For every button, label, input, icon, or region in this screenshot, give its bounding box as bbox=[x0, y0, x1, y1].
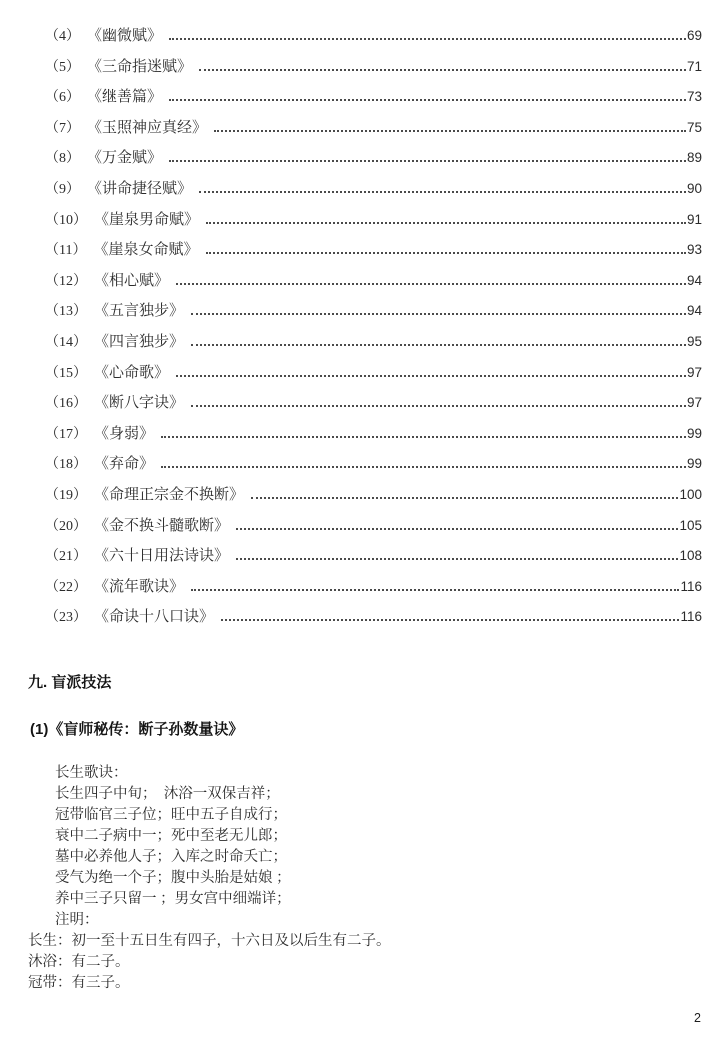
toc-entry-number: （17） bbox=[45, 426, 87, 442]
toc-entry-number: （11） bbox=[45, 243, 87, 259]
toc-entry-page: 71 bbox=[686, 58, 702, 74]
toc-entry-page: 116 bbox=[680, 578, 702, 594]
toc-entry-title: 《继善篇》 bbox=[87, 89, 163, 106]
toc-entry-page: 105 bbox=[679, 517, 702, 533]
verse-line: 长生歌诀： bbox=[55, 765, 128, 781]
toc-entry bbox=[45, 269, 702, 300]
dot-leader bbox=[206, 219, 686, 224]
note-line: 冠带：有三子。 bbox=[28, 975, 130, 991]
toc-entry-title: 《身弱》 bbox=[94, 425, 155, 442]
toc-entry-number: （23） bbox=[45, 610, 87, 626]
verse-line: 受气为绝一个子；腹中头胎是姑娘 ； bbox=[55, 870, 291, 886]
toc-entry bbox=[45, 575, 702, 606]
toc-entry-number: （10） bbox=[45, 212, 87, 228]
toc-entry-page: 108 bbox=[679, 548, 702, 564]
verse-line: 墓中必养他人子；入库之时命夭亡； bbox=[55, 849, 287, 865]
toc-entry-page: 116 bbox=[680, 609, 702, 625]
toc-entry-page: 90 bbox=[686, 180, 702, 196]
toc-entry bbox=[45, 238, 702, 269]
dot-leader bbox=[161, 433, 686, 438]
toc-entry-page: 100 bbox=[679, 486, 702, 502]
dot-leader bbox=[169, 157, 686, 162]
toc-entry-number: （16） bbox=[45, 396, 87, 412]
toc-entry-number: （21） bbox=[45, 549, 87, 565]
toc-entry bbox=[45, 208, 702, 239]
dot-leader bbox=[221, 616, 679, 621]
toc-entry-number: （12） bbox=[45, 273, 87, 289]
toc-entry-title: 《金不换斗髓歌断》 bbox=[94, 517, 230, 534]
toc-entry-page: 97 bbox=[686, 395, 702, 411]
toc-entry bbox=[45, 391, 702, 422]
toc-entry-page: 95 bbox=[686, 333, 702, 349]
dot-leader bbox=[191, 310, 686, 315]
toc-entry-title: 《万金赋》 bbox=[87, 150, 163, 167]
section-heading: 九. 盲派技法 bbox=[28, 674, 112, 691]
toc-entry-number: （8） bbox=[45, 151, 80, 167]
page-number: 2 bbox=[694, 1011, 701, 1025]
toc-entry bbox=[45, 55, 702, 86]
toc-entry-title: 《讲命捷径赋》 bbox=[87, 180, 193, 197]
dot-leader bbox=[199, 66, 686, 71]
body-text bbox=[28, 763, 702, 994]
toc-entry bbox=[45, 452, 702, 483]
toc-entry bbox=[45, 361, 702, 392]
toc-entry-page: 94 bbox=[686, 272, 702, 288]
toc-entry-page: 91 bbox=[686, 211, 702, 227]
toc-entry-number: （9） bbox=[45, 181, 80, 197]
toc-entry-number: （6） bbox=[45, 90, 80, 106]
verse-line: 养中三子只留一 ；男女宫中细端详； bbox=[55, 891, 291, 907]
toc-entry-number: （7） bbox=[45, 120, 80, 136]
toc-entry-page: 93 bbox=[686, 242, 702, 258]
subsection-heading: (1)《盲师秘传：断子孙数量诀》 bbox=[30, 721, 244, 738]
toc-entry-number: （5） bbox=[45, 59, 80, 75]
toc-entry-page: 69 bbox=[686, 28, 702, 43]
verse-line: 衰中二子病中一；死中至老无儿郎； bbox=[55, 828, 287, 844]
toc-entry-title: 《命诀十八口诀》 bbox=[94, 609, 215, 626]
toc-entry bbox=[45, 24, 702, 55]
toc-entry bbox=[45, 330, 702, 361]
toc-entry bbox=[45, 422, 702, 453]
toc-entry-title: 《六十日用法诗诀》 bbox=[94, 548, 230, 565]
toc-entry-number: （18） bbox=[45, 457, 87, 473]
toc-entry-title: 《心命歌》 bbox=[94, 364, 170, 381]
dot-leader bbox=[251, 494, 678, 499]
toc-entry-page: 94 bbox=[686, 303, 702, 319]
verse-line: 长生四子中旬； 沐浴一双保吉祥； bbox=[55, 786, 280, 802]
dot-leader bbox=[191, 341, 686, 346]
toc-entry bbox=[45, 514, 702, 545]
toc-entry bbox=[45, 483, 702, 514]
toc-entry bbox=[45, 177, 702, 208]
toc-entry-title: 《断八字诀》 bbox=[94, 395, 185, 412]
dot-leader bbox=[176, 372, 686, 377]
toc-entry-title: 《命理正宗金不换断》 bbox=[94, 486, 245, 503]
dot-leader bbox=[176, 280, 686, 285]
dot-leader bbox=[199, 188, 686, 193]
table-of-contents bbox=[45, 24, 702, 636]
toc-entry bbox=[45, 116, 702, 147]
note-line: 长生：初一至十五日生有四子，十六日及以后生有二子。 bbox=[28, 933, 391, 949]
toc-entry-title: 《崖泉男命赋》 bbox=[94, 211, 200, 228]
toc-entry-number: （13） bbox=[45, 304, 87, 320]
dot-leader bbox=[214, 127, 686, 132]
toc-entry-page: 97 bbox=[686, 364, 702, 380]
toc-entry-number: （14） bbox=[45, 334, 87, 350]
toc-entry-page: 73 bbox=[686, 89, 702, 105]
dot-leader bbox=[236, 525, 678, 530]
toc-entry bbox=[45, 544, 702, 575]
toc-entry bbox=[45, 146, 702, 177]
toc-entry-title: 《玉照神应真经》 bbox=[87, 119, 208, 136]
toc-entry-page: 99 bbox=[686, 425, 702, 441]
toc-entry-title: 《流年歌诀》 bbox=[94, 578, 185, 595]
dot-leader bbox=[206, 249, 686, 254]
toc-entry-page: 99 bbox=[686, 456, 702, 472]
toc-entry-number: （20） bbox=[45, 518, 87, 534]
toc-entry bbox=[45, 605, 702, 636]
dot-leader bbox=[236, 555, 678, 560]
toc-entry-title: 《相心赋》 bbox=[94, 272, 170, 289]
dot-leader bbox=[161, 463, 686, 468]
dot-leader bbox=[191, 586, 679, 591]
toc-entry-number: （15） bbox=[45, 365, 87, 381]
toc-entry-title: 《五言独步》 bbox=[94, 303, 185, 320]
verse-line: 注明： bbox=[55, 912, 99, 928]
toc-entry-number: （22） bbox=[45, 579, 87, 595]
toc-entry-title: 《崖泉女命赋》 bbox=[93, 242, 199, 259]
dot-leader bbox=[169, 35, 686, 40]
toc-entry-page: 75 bbox=[686, 119, 702, 135]
toc-entry-page: 89 bbox=[686, 150, 702, 166]
toc-entry-title: 《幽微赋》 bbox=[87, 28, 163, 44]
note-line: 沐浴：有二子。 bbox=[28, 954, 130, 970]
toc-entry bbox=[45, 85, 702, 116]
toc-entry-title: 《三命指迷赋》 bbox=[87, 58, 193, 75]
toc-entry-title: 《四言独步》 bbox=[94, 333, 185, 350]
toc-entry-number: （19） bbox=[45, 487, 87, 503]
dot-leader bbox=[191, 402, 686, 407]
verse-line: 冠带临官三子位；旺中五子自成行； bbox=[55, 807, 287, 823]
toc-entry-title: 《弃命》 bbox=[94, 456, 155, 473]
dot-leader bbox=[169, 96, 686, 101]
toc-entry bbox=[45, 299, 702, 330]
toc-entry-number: （4） bbox=[45, 29, 80, 44]
